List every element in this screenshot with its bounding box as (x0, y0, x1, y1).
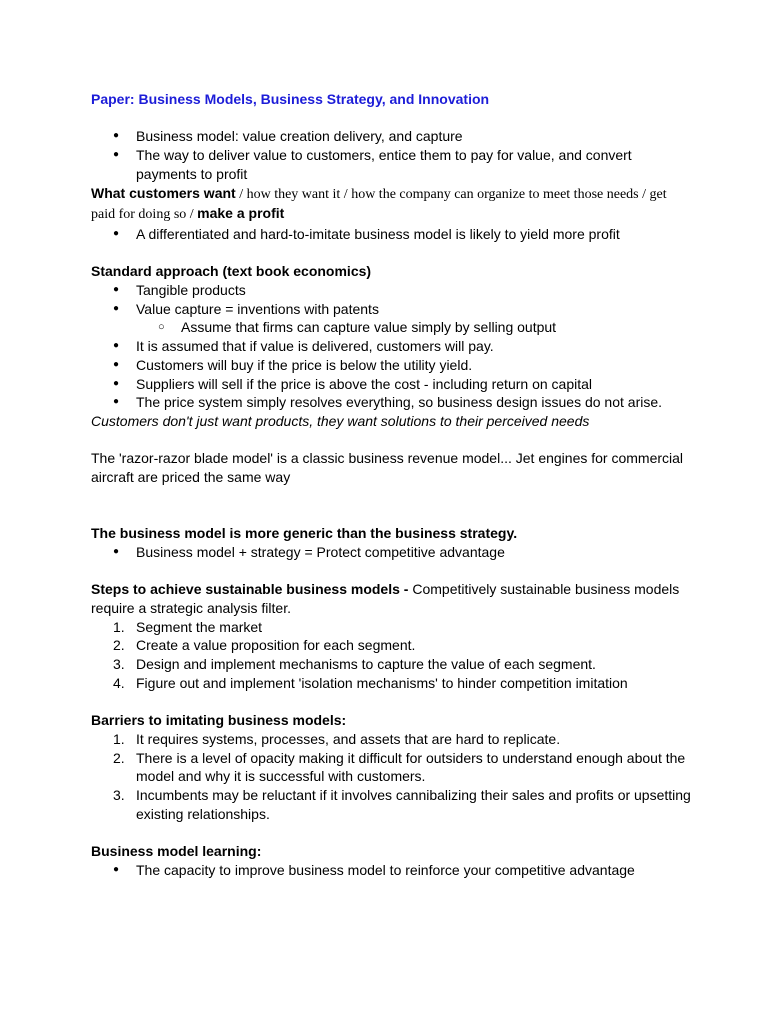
standard-sub-bullet-list (91, 318, 691, 337)
item-text: It requires systems, processes, and assets that are hard to replicate. (136, 730, 561, 747)
numbered-item (91, 749, 691, 786)
item-text: There is a level of opacity making it difficult for outsiders to understand enough about the model and why it is successful with customers. (136, 749, 686, 785)
sub-list-item: ○ Assume that firms can capture value simply by selling output (91, 318, 691, 337)
list-item: ● Customers will buy if the price is below the utility yield. (91, 356, 691, 375)
customers-want-paragraph (91, 184, 691, 225)
customers-solutions-note: Customers don't just want products, they want solutions to their perceived needs (91, 412, 590, 429)
document-body (91, 90, 691, 879)
numbered-item (91, 786, 691, 823)
item-text: Figure out and implement 'isolation mechanisms' to hinder competition imitation (136, 674, 628, 691)
item-text: Incumbents may be reluctant if it involves cannibalizing their sales and profits or upsetting existing relationships. (136, 786, 691, 822)
item-text: Design and implement mechanisms to capture the value of each segment. (136, 656, 596, 672)
list-item: ● Business model + strategy = Protect competitive advantage (91, 543, 691, 562)
list-item: ● The price system simply resolves everything, so business design issues do not arise. (91, 393, 691, 412)
item-number: 3. (113, 786, 125, 803)
item-number: 1. (113, 618, 125, 635)
spacer (91, 505, 691, 524)
spacer (91, 823, 691, 842)
spacer (91, 562, 691, 581)
customers-want-tail: make a profit (197, 205, 285, 222)
barriers-numbered-list (91, 730, 691, 824)
item-number: 2. (113, 749, 125, 766)
learning-bullet-list (91, 861, 691, 880)
item-text: Segment the market (136, 618, 263, 635)
numbered-item (91, 655, 691, 674)
customers-want-middle: / how they want it / how the company can organize to meet those needs / get paid for doing so / (91, 186, 667, 223)
differentiated-bullet-list (91, 225, 691, 244)
numbered-item (91, 618, 691, 637)
standard-approach-heading: Standard approach (text book economics) (91, 263, 372, 280)
steps-heading: Steps to achieve sustainable business models - (91, 581, 409, 598)
list-item: ● Value capture = inventions with patents (91, 300, 691, 319)
razor-blade-paragraph: The 'razor-razor blade model' is a classic business revenue model... Jet engines for commercial aircraft are priced the same way (91, 450, 684, 486)
customers-want-lead: What customers want (91, 184, 236, 201)
spacer (91, 109, 691, 128)
document-title: Paper: Business Models, Business Strategy, and Innovation (91, 91, 490, 107)
spacer (91, 431, 691, 450)
steps-text: Competitively sustainable business models require a strategic analysis filter. (91, 581, 680, 616)
generic-model-heading: The business model is more generic than the business strategy. (91, 525, 518, 542)
item-number: 3. (113, 656, 125, 672)
list-item: ● Suppliers will sell if the price is above the cost - including return on capital (91, 375, 691, 394)
steps-numbered-list (91, 618, 691, 693)
standard-bullet-list (91, 281, 691, 318)
numbered-item (91, 636, 691, 655)
numbered-item (91, 730, 691, 749)
item-number: 2. (113, 637, 125, 654)
spacer (91, 487, 691, 506)
item-number: 1. (113, 730, 125, 747)
learning-heading: Business model learning: (91, 843, 262, 859)
numbered-item (91, 674, 691, 693)
generic-bullet-list (91, 543, 691, 562)
list-item: ● Business model: value creation delivery, and capture (91, 127, 691, 146)
spacer (91, 692, 691, 711)
list-item: ● Tangible products (91, 281, 691, 300)
list-item: ● A differentiated and hard-to-imitate business model is likely to yield more profit (91, 225, 691, 244)
steps-paragraph (91, 580, 691, 617)
standard-bullet-list-continued (91, 337, 691, 412)
list-item: ● The way to deliver value to customers, entice them to pay for value, and convert payments to profit (91, 146, 691, 183)
list-item: ● It is assumed that if value is delivered, customers will pay. (91, 337, 691, 356)
intro-bullet-list (91, 127, 691, 183)
item-number: 4. (113, 674, 125, 691)
barriers-heading: Barriers to imitating business models: (91, 712, 347, 729)
list-item: ● The capacity to improve business model to reinforce your competitive advantage (91, 861, 691, 880)
item-text: Create a value proposition for each segment. (136, 637, 416, 654)
spacer (91, 244, 691, 263)
